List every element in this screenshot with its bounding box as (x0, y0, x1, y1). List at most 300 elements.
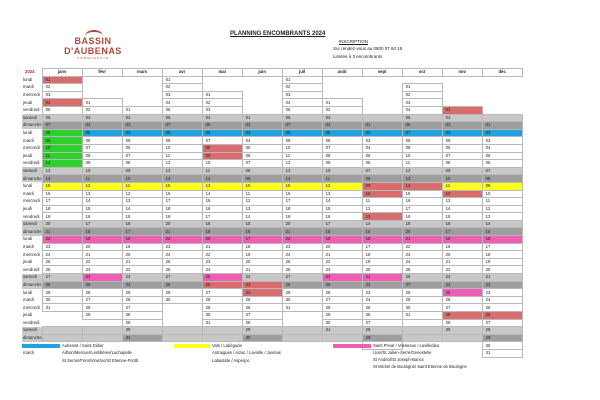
date-cell: 11 (242, 190, 282, 198)
date-cell: 16 (442, 220, 482, 228)
date-cell: 04 (442, 129, 482, 137)
calendar-body (22, 76, 522, 357)
date-cell: 20 (162, 220, 202, 228)
calendar-row (22, 228, 522, 236)
date-cell: 31 (482, 349, 522, 357)
calendar-table (22, 68, 523, 358)
date-cell: 13 (482, 213, 522, 221)
date-cell: 18 (282, 205, 322, 213)
date-cell: 03 (122, 122, 162, 130)
date-cell (162, 319, 202, 327)
date-cell: 26 (482, 312, 522, 320)
date-cell: 12 (362, 205, 402, 213)
day-label: mercredi (23, 198, 40, 204)
month-header: juin (242, 69, 282, 77)
date-cell: 18 (482, 251, 522, 259)
date-cell: 22 (322, 258, 362, 266)
calendar-row (22, 304, 522, 312)
date-cell: 06 (162, 114, 202, 122)
day-label: jeudi (23, 259, 33, 265)
date-cell (282, 334, 322, 342)
date-cell: 12 (82, 182, 122, 190)
logo (53, 36, 133, 60)
date-cell: 07 (242, 160, 282, 168)
date-cell: 14 (362, 220, 402, 228)
month-header: nov (442, 69, 482, 77)
date-cell: 15 (82, 205, 122, 213)
date-cell: 02 (322, 106, 362, 114)
date-cell: 04 (362, 144, 402, 152)
date-cell: 22 (362, 281, 402, 289)
day-label: lundi (23, 236, 33, 242)
date-cell: 09 (482, 182, 522, 190)
date-cell: 24 (482, 296, 522, 304)
date-cell: 29 (162, 289, 202, 297)
date-cell: 27 (82, 296, 122, 304)
date-cell: 04 (242, 137, 282, 145)
day-label: dimanche (23, 122, 42, 128)
date-cell: 05 (282, 106, 322, 114)
date-cell (122, 91, 162, 99)
date-cell: 05 (42, 106, 82, 114)
date-cell (202, 84, 242, 92)
date-cell (402, 76, 442, 84)
date-cell: 24 (242, 289, 282, 297)
date-cell: 26 (122, 296, 162, 304)
day-label: jeudi (23, 205, 33, 211)
date-cell: 23 (322, 266, 362, 274)
month-header: mai (202, 69, 242, 77)
date-cell: 11 (282, 152, 322, 160)
date-cell: 24 (122, 281, 162, 289)
date-cell (322, 76, 362, 84)
date-cell: 06 (402, 122, 442, 130)
date-cell: 18 (322, 228, 362, 236)
legend-pink-line-3: St Andéol/St Joseph-Bancs (373, 357, 424, 362)
date-cell: 15 (242, 220, 282, 228)
date-cell: 22 (42, 236, 82, 244)
date-cell: 12 (402, 167, 442, 175)
date-cell: 03 (42, 91, 82, 99)
date-cell: 19 (482, 258, 522, 266)
legend-yellow-line-1: Vals / Labégude (212, 343, 242, 348)
date-cell: 19 (242, 251, 282, 259)
date-cell: 18 (162, 205, 202, 213)
date-cell: 11 (162, 152, 202, 160)
date-cell: 08 (162, 129, 202, 137)
date-cell: 15 (442, 213, 482, 221)
date-cell: 08 (482, 175, 522, 183)
date-cell: 27 (482, 319, 522, 327)
date-cell: 05 (402, 114, 442, 122)
legend-pink-line-1: Saint Privat / Vesseaux / Lavilledieu (373, 343, 440, 348)
date-cell: 19 (122, 243, 162, 251)
calendar-row (22, 243, 522, 251)
date-cell: 16 (482, 236, 522, 244)
date-cell: 07 (122, 152, 162, 160)
logo-text-aubenas: D'AUBENAS (64, 46, 122, 56)
date-cell: 23 (282, 243, 322, 251)
date-cell: 16 (322, 213, 362, 221)
date-cell (122, 76, 162, 84)
day-label: mercredi (23, 251, 40, 257)
date-cell: 15 (402, 190, 442, 198)
date-cell: 30 (122, 327, 162, 335)
date-cell: 30 (282, 296, 322, 304)
date-cell (442, 349, 482, 357)
date-cell: 31 (402, 312, 442, 320)
date-cell: 16 (162, 190, 202, 198)
date-cell: 15 (202, 198, 242, 206)
date-cell: 14 (162, 175, 202, 183)
date-cell: 01 (322, 99, 362, 107)
date-cell: 27 (42, 274, 82, 282)
legend-blue-line-1: Aubenas / Saint Didier (62, 343, 104, 348)
date-cell: 26 (282, 266, 322, 274)
day-label: vendredi (23, 266, 40, 272)
date-cell: 07 (482, 167, 522, 175)
legend-blue-line-3: St Sernin/Fons/Vinezac/St Etienne-Fontb (62, 358, 139, 363)
calendar-row (22, 137, 522, 145)
calendar-row (22, 198, 522, 206)
date-cell: 14 (42, 175, 82, 183)
day-label: lundi (23, 130, 33, 136)
date-cell: 04 (402, 106, 442, 114)
date-cell: 20 (402, 228, 442, 236)
date-cell: 06 (202, 129, 242, 137)
date-cell: 12 (322, 182, 362, 190)
date-cell: 20 (42, 220, 82, 228)
date-cell (122, 342, 162, 350)
date-cell: 04 (482, 144, 522, 152)
date-cell: 09 (402, 144, 442, 152)
date-cell: 23 (482, 289, 522, 297)
month-header: août (322, 69, 362, 77)
date-cell: 09 (122, 167, 162, 175)
date-cell: 17 (362, 243, 402, 251)
date-cell: 25 (362, 304, 402, 312)
date-cell: 26 (42, 266, 82, 274)
date-cell: 28 (82, 304, 122, 312)
date-cell: 07 (442, 152, 482, 160)
date-cell: 31 (42, 304, 82, 312)
date-cell: 26 (202, 281, 242, 289)
date-cell: 24 (322, 274, 362, 282)
date-cell: 13 (402, 175, 442, 183)
date-cell: 28 (202, 296, 242, 304)
legend-pink-line-2: Ucel/St Julien-Serre/Genestelle (373, 350, 432, 355)
date-cell: 09 (442, 167, 482, 175)
date-cell: 05 (202, 122, 242, 130)
date-cell (82, 334, 122, 342)
date-cell: 08 (442, 160, 482, 168)
date-cell (242, 342, 282, 350)
date-cell: 09 (162, 137, 202, 145)
legend-swatch-pink (333, 344, 371, 348)
calendar-row (22, 76, 522, 84)
day-label: vendredi (23, 107, 40, 113)
date-cell (322, 334, 362, 342)
calendar-row (22, 152, 522, 160)
date-cell: 11 (42, 152, 82, 160)
calendar-row (22, 84, 522, 92)
date-cell: 29 (122, 319, 162, 327)
date-cell: 11 (322, 175, 362, 183)
legend-swatch-yellow (174, 344, 210, 348)
date-cell (282, 349, 322, 357)
date-cell: 07 (202, 137, 242, 145)
date-cell: 02 (242, 122, 282, 130)
date-cell: 01 (202, 91, 242, 99)
date-cell (482, 114, 522, 122)
date-cell: 24 (162, 251, 202, 259)
date-cell (162, 304, 202, 312)
date-cell (482, 84, 522, 92)
inscription-phone: Sur rendez-vous au 0800 07 60 15 (333, 46, 403, 51)
date-cell: 19 (282, 213, 322, 221)
date-cell: 21 (442, 258, 482, 266)
date-cell: 16 (362, 236, 402, 244)
month-header: févr (82, 69, 122, 77)
date-cell: 12 (242, 198, 282, 206)
date-cell (242, 106, 282, 114)
date-cell: 09 (322, 160, 362, 168)
logo-text-communaute: COMMUNAUTÉ (77, 56, 109, 60)
date-cell: 01 (282, 76, 322, 84)
date-cell: 05 (122, 137, 162, 145)
date-cell: 30 (202, 312, 242, 320)
legend-blue-line-2: Ailhon/Mercuer/Lentillères/Lachapelle (62, 350, 132, 355)
date-cell: 08 (122, 160, 162, 168)
date-cell: 21 (42, 228, 82, 236)
date-cell: 25 (82, 281, 122, 289)
date-cell: 27 (242, 312, 282, 320)
date-cell (442, 76, 482, 84)
date-cell: 02 (482, 129, 522, 137)
date-cell: 10 (42, 144, 82, 152)
date-cell: 25 (482, 304, 522, 312)
calendar-row (22, 122, 522, 130)
date-cell: 20 (122, 251, 162, 259)
date-cell: 14 (242, 213, 282, 221)
date-cell: 21 (402, 236, 442, 244)
date-cell (82, 319, 122, 327)
legend-swatch-blue (22, 344, 60, 348)
date-cell: 01 (442, 106, 482, 114)
day-label: samedi (22, 220, 42, 228)
day-label: lundi (23, 76, 33, 82)
date-cell: 01 (402, 84, 442, 92)
page-title: PLANNING ENCOMBRANTS 2024 (230, 31, 326, 37)
date-cell: 18 (42, 205, 82, 213)
date-cell: 16 (242, 228, 282, 236)
date-cell (42, 327, 82, 335)
date-cell: 19 (162, 213, 202, 221)
calendar-row (22, 114, 522, 122)
date-cell: 17 (322, 220, 362, 228)
date-cell: 13 (162, 167, 202, 175)
date-cell: 30 (482, 342, 522, 350)
date-cell: 11 (482, 198, 522, 206)
date-cell: 19 (362, 258, 402, 266)
date-cell: 24 (362, 296, 402, 304)
date-cell: 25 (162, 258, 202, 266)
date-cell (162, 312, 202, 320)
date-cell: 18 (242, 243, 282, 251)
day-label: mardi (23, 350, 34, 356)
date-cell: 20 (242, 258, 282, 266)
date-cell: 05 (162, 106, 202, 114)
date-cell: 03 (162, 91, 202, 99)
date-cell: 30 (242, 334, 282, 342)
date-cell: 29 (202, 304, 242, 312)
date-cell: 21 (282, 228, 322, 236)
date-cell: 05 (442, 137, 482, 145)
calendar-row (22, 213, 522, 221)
date-cell: 01 (482, 122, 522, 130)
date-cell: 17 (122, 228, 162, 236)
date-cell: 15 (162, 182, 202, 190)
date-cell: 20 (322, 243, 362, 251)
date-cell: 20 (482, 266, 522, 274)
calendar-row (22, 129, 522, 137)
calendar-row (22, 182, 522, 190)
date-cell: 04 (122, 129, 162, 137)
date-cell: 09 (82, 160, 122, 168)
date-cell: 28 (402, 289, 442, 297)
date-cell: 12 (282, 160, 322, 168)
date-cell: 22 (402, 243, 442, 251)
date-cell (402, 319, 442, 327)
date-cell: 19 (322, 236, 362, 244)
date-cell: 13 (242, 205, 282, 213)
date-cell: 10 (362, 190, 402, 198)
inscription-limit: Limitée à 3 encombrants (333, 54, 383, 59)
legend-yellow-line-3: Labastide / Asperjoc (212, 358, 250, 363)
date-cell: 25 (242, 296, 282, 304)
year-label: 2024 (25, 69, 35, 75)
date-cell: 05 (322, 129, 362, 137)
date-cell: 22 (162, 236, 202, 244)
date-cell: 25 (402, 266, 442, 274)
day-label: samedi (22, 167, 42, 175)
date-cell (482, 106, 522, 114)
date-cell: 21 (242, 266, 282, 274)
calendar-row (22, 251, 522, 259)
date-cell: 15 (482, 228, 522, 236)
date-cell (162, 327, 202, 335)
date-cell: 23 (122, 274, 162, 282)
date-cell: 08 (282, 129, 322, 137)
date-cell (202, 334, 242, 342)
day-label: samedi (22, 114, 42, 122)
date-cell: 26 (442, 296, 482, 304)
date-cell (442, 334, 482, 342)
date-cell (402, 334, 442, 342)
date-cell: 05 (482, 152, 522, 160)
date-cell: 15 (322, 205, 362, 213)
date-cell: 05 (362, 152, 402, 160)
date-cell: 13 (362, 213, 402, 221)
date-cell: 18 (82, 228, 122, 236)
date-cell: 13 (122, 198, 162, 206)
date-cell: 18 (402, 213, 442, 221)
date-cell: 31 (122, 334, 162, 342)
date-cell (242, 76, 282, 84)
date-cell: 23 (162, 243, 202, 251)
day-label: jeudi (23, 99, 33, 105)
date-cell: 25 (122, 289, 162, 297)
date-cell (442, 91, 482, 99)
date-cell: 19 (202, 228, 242, 236)
date-cell: 29 (242, 327, 282, 335)
date-cell (362, 114, 402, 122)
date-cell: 21 (482, 274, 522, 282)
date-cell: 27 (442, 304, 482, 312)
date-cell: 19 (402, 220, 442, 228)
date-cell: 03 (482, 137, 522, 145)
month-header: oct (402, 69, 442, 77)
date-cell: 12 (202, 175, 242, 183)
date-cell: 03 (202, 106, 242, 114)
calendar-row (22, 236, 522, 244)
date-cell: 24 (82, 274, 122, 282)
date-cell: 17 (402, 205, 442, 213)
logo-arc-shape (85, 30, 103, 42)
date-cell: 07 (162, 122, 202, 130)
day-label: dimanche (23, 228, 42, 234)
calendar-row (22, 106, 522, 114)
date-cell: 06 (122, 144, 162, 152)
calendar-row (22, 175, 522, 183)
date-cell: 16 (402, 198, 442, 206)
legend-yellow-line-2: Antraigues / Aizac / Laviolle / Juvinas (212, 350, 281, 355)
date-cell: 21 (162, 228, 202, 236)
date-cell (122, 84, 162, 92)
date-cell (282, 319, 322, 327)
date-cell: 10 (322, 167, 362, 175)
date-cell: 11 (402, 160, 442, 168)
date-cell: 14 (282, 175, 322, 183)
month-header: juil (282, 69, 322, 77)
day-label: jeudi (23, 312, 33, 318)
date-cell: 11 (82, 175, 122, 183)
date-cell: 04 (42, 99, 82, 107)
date-cell: 12 (442, 190, 482, 198)
date-cell: 15 (42, 182, 82, 190)
date-cell: 03 (362, 137, 402, 145)
month-header: avr (162, 69, 202, 77)
date-cell: 28 (482, 327, 522, 335)
date-cell: 08 (322, 152, 362, 160)
date-cell: 07 (282, 122, 322, 130)
calendar-row (22, 281, 522, 289)
month-header: sept (362, 69, 402, 77)
date-cell: 15 (282, 182, 322, 190)
date-cell: 14 (442, 205, 482, 213)
date-cell: 08 (362, 175, 402, 183)
date-cell: 02 (282, 84, 322, 92)
date-cell: 22 (482, 281, 522, 289)
day-label: mardi (23, 243, 34, 249)
calendar-row (22, 190, 522, 198)
date-cell: 05 (82, 129, 122, 137)
calendar-row (22, 319, 522, 327)
calendar-row (22, 205, 522, 213)
date-cell: 07 (402, 129, 442, 137)
day-label: dimanche (23, 281, 42, 287)
date-cell (202, 327, 242, 335)
